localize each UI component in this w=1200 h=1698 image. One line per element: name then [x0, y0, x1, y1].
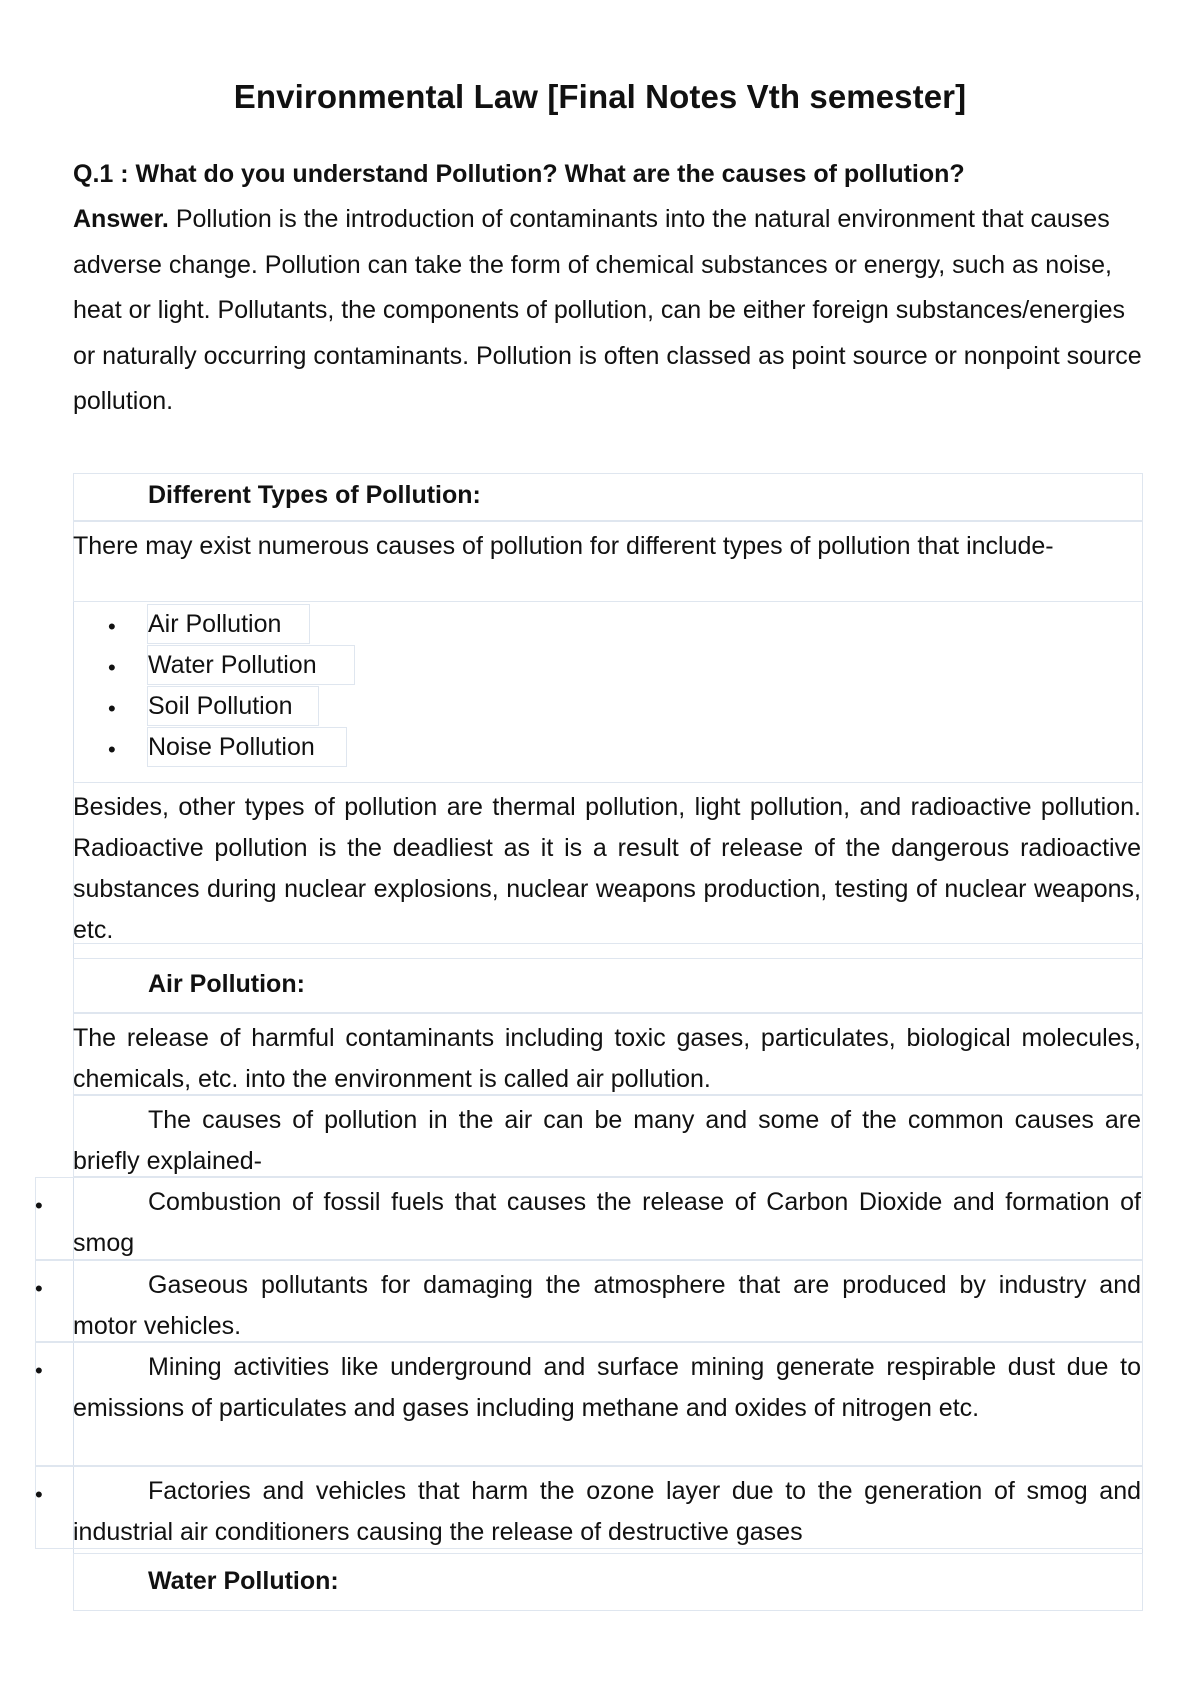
bullet-icon: • [35, 1358, 43, 1383]
air-pollution-definition: The release of harmful contaminants including toxic gases, particulates, biological molecules, chemicals, etc. into the environment is called air pollution. [73, 1024, 1141, 1093]
types-intro: There may exist numerous causes of pollution for different types of pollution that include- [73, 532, 1054, 560]
air-cause-item: Mining activities like underground and surface mining generate respirable dust due to emissions of particulates and gases including methane and oxides of nitrogen etc. [73, 1353, 1141, 1422]
air-cause-item: Factories and vehicles that harm the ozone layer due to the generation of smog and industrial air conditioners causing the release of destructive gases [73, 1477, 1141, 1546]
list-item: Soil Pollution [148, 692, 293, 720]
other-pollution-paragraph: Besides, other types of pollution are thermal pollution, light pollution, and radioactive pollution. Radioactive pollution is the deadliest as it is a result of release of the dangerous radioactive substances during nuclear explosions, nuclear weapons production, testing of nuclear weapons, etc. [73, 793, 1141, 944]
answer-label: Answer. [73, 205, 169, 233]
air-pollution-heading: Air Pollution: [148, 970, 305, 998]
answer-paragraph [73, 197, 1143, 425]
list-item: Water Pollution [148, 651, 317, 679]
air-causes-intro: The causes of pollution in the air can be many and some of the common causes are briefly explained- [73, 1106, 1141, 1175]
bullet-icon: • [108, 737, 116, 762]
document-title: Environmental Law [Final Notes Vth semester] [233, 78, 967, 115]
bullet-icon: • [108, 655, 116, 680]
bullet-icon: • [108, 696, 116, 721]
water-pollution-heading: Water Pollution: [148, 1567, 339, 1595]
question-heading: Q.1 : What do you understand Pollution? What are the causes of pollution? [73, 160, 965, 188]
list-item: Air Pollution [148, 610, 282, 638]
bullet-icon: • [108, 614, 116, 639]
bullet-icon: • [35, 1276, 43, 1301]
bullet-icon: • [35, 1193, 43, 1218]
air-cause-item: Combustion of fossil fuels that causes the release of Carbon Dioxide and formation of smog [73, 1188, 1141, 1257]
bullet-icon: • [35, 1482, 43, 1507]
answer-text: Pollution is the introduction of contaminants into the natural environment that causes adverse change. Pollution can take the form of chemical substances or energy, such as noise, heat or light. Pollutants, the components of pollution, can be either foreign substances/energies or naturally occurring contaminants. Pollution is often classed as point source or nonpoint source pollution. [73, 205, 1142, 415]
air-cause-item: Gaseous pollutants for damaging the atmosphere that are produced by industry and motor vehicles. [73, 1271, 1141, 1340]
list-item: Noise Pollution [148, 733, 315, 761]
types-heading: Different Types of Pollution: [148, 481, 481, 509]
